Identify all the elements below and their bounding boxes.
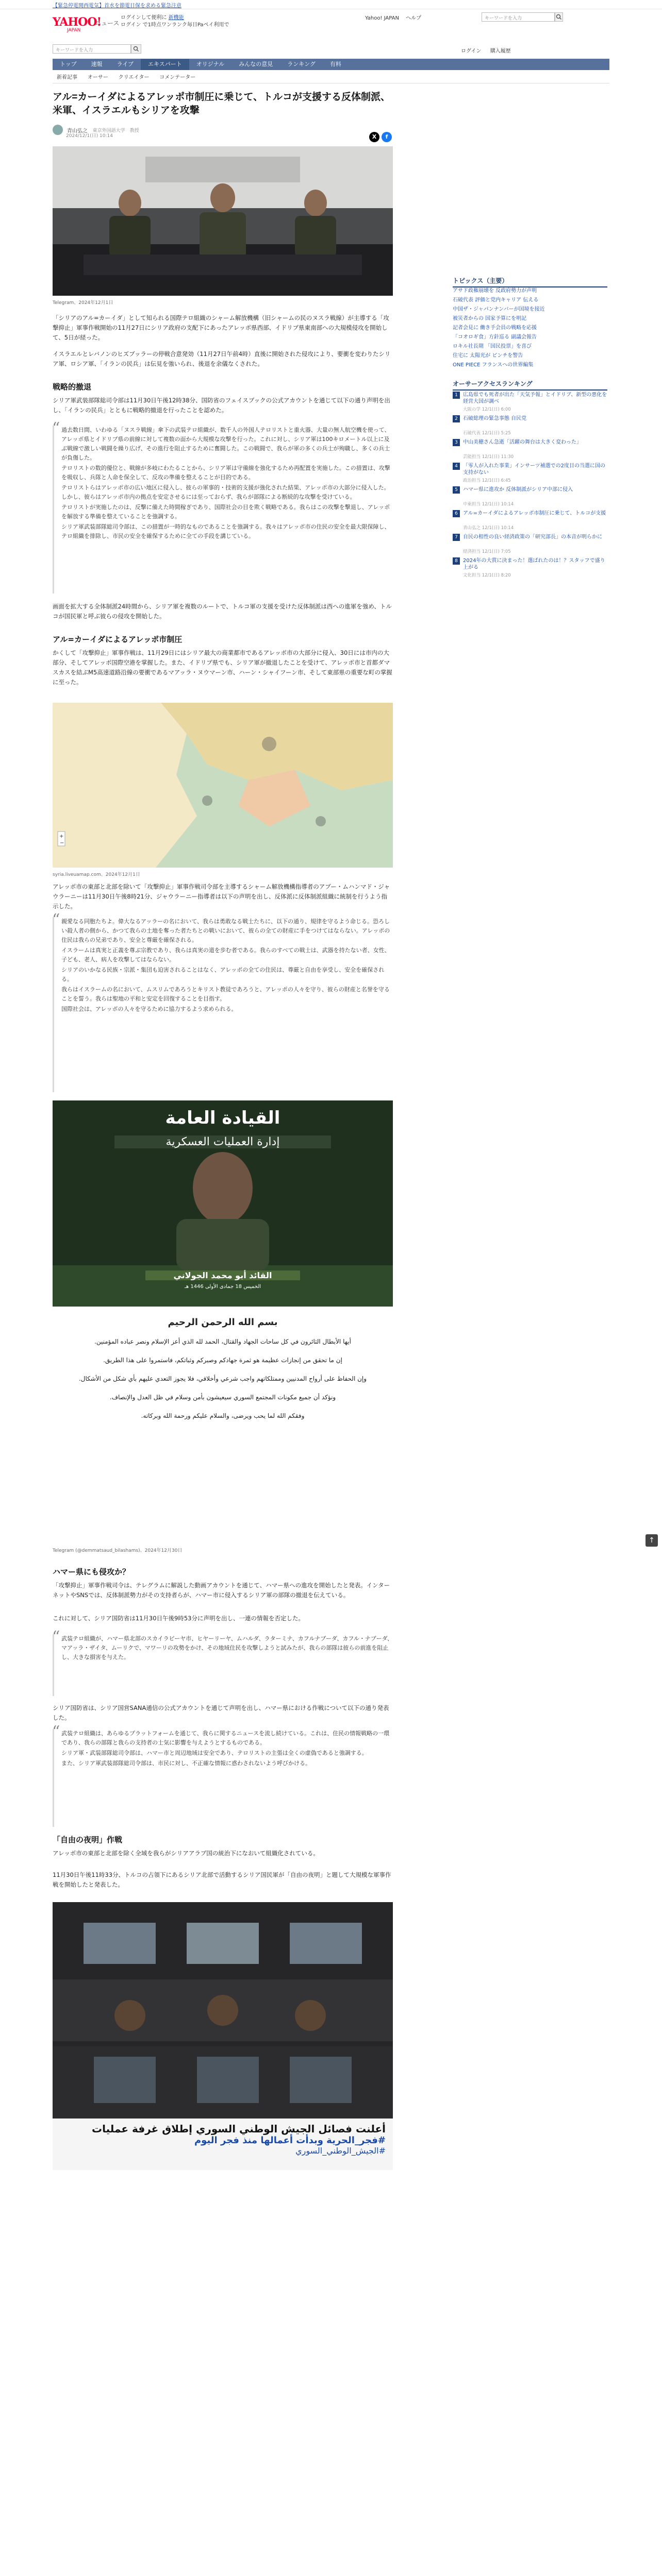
quote-4-para: また、シリア軍武装部隊総司令部は、市民に対し、不正確な情報に惑わされないよう呼びかける。 (61, 1760, 311, 1767)
main-nav (53, 59, 609, 70)
account-links (454, 46, 511, 54)
rank-number: 4 (453, 463, 460, 470)
rank-number: 2 (453, 415, 460, 422)
ranking-title[interactable]: 広島県でも死者が出た「天気予報」とイドリブ、新型の悪化を経営大国が調べ (463, 392, 607, 404)
quote-2-para: イスラームは真実と正義を尊ぶ宗教であり、我らは真実の道を歩む者である。我らのすべての戦士は、武器を持たない者、女性、子ども、老人、病人を攻撃してはならない。 (61, 947, 390, 963)
poster-name-banner: القائد أبو محمد الجولاني (145, 1270, 300, 1280)
subnav-commentator[interactable]: コメンテーター (159, 75, 196, 80)
ranking-meta: 文化担当 12/1(日) 8:20 (463, 573, 511, 578)
ranking-item[interactable] (453, 463, 607, 484)
quote-2-para: 我らはイスラームの名において、ムスリムであろうとキリスト教徒であろうと、アレッポの人々を守り、彼らの財産と名誉を守ることを誓う。我らは聖地の平和と安定を回復することを目指す。 (61, 986, 390, 1002)
topic-item[interactable]: 中国ザ・ジャパンナンバーが国境を接近 (453, 307, 545, 312)
topics-heading: トピックス（主要） (453, 276, 607, 287)
x-share-icon[interactable]: X (369, 132, 379, 142)
poster-line: وفقكم الله لما يحب ويرضى، والسلام عليكم ورحمة الله وبركاته. (141, 1412, 305, 1419)
quote-3-para: 武装テロ組織が、ハマー県北部のスカイラビーヤ市、ヒヤーリーヤ、ムハルダ、ラターミナ、カフルナブーダ、カフル・ナブーダ、マアッラ・ザイタ、ムーリクで、マワーリの攻勢をかけ、その地域住民を攻撃しようと試みたが、我らの部隊は彼らの前進を阻止し、大きな損害を与えた。 (61, 1635, 393, 1660)
ranking-item[interactable] (453, 557, 607, 579)
statement-poster-image[interactable] (53, 1100, 393, 1544)
nav-expert[interactable]: エキスパート (141, 59, 189, 70)
syria-map-image[interactable] (53, 703, 393, 868)
poster-subtitle: إدارة العمليات العسكرية (114, 1136, 331, 1148)
ranking-item[interactable] (453, 510, 607, 532)
ranking-heading: オーサーアクセスランキング (453, 379, 607, 391)
search-icon[interactable] (131, 44, 141, 54)
quote-mark-icon: “ (52, 1628, 60, 1646)
paragraph-5: かくして「攻撃抑止」軍事作戦は、11月29日にはシリア最大の商業都市であるアレッポ市の大部分に侵入、30日には市内の大部分、そしてアレッポ国際空港を掌握した。また、イドリブ県でも、シリア軍が撤退したことを受けて、アレッポ市と首都ダマスカスを結ぶM5高速道路沿線の要衝であるマアッラ・ヌウマーン市、ハーン・シャイフーン市、そして東部県の重要な町の掌握に至った。 (53, 649, 392, 686)
quote-block-2 (52, 911, 393, 1092)
author-name[interactable]: 青山弘之 (67, 128, 88, 134)
poster-top-title: القيادة العامة (165, 1108, 280, 1128)
rank-number: 1 (453, 392, 460, 399)
ranking-meta: 石破代表 12/1(日) 5:25 (463, 431, 511, 436)
article-photo-1[interactable] (53, 146, 393, 296)
author-avatar[interactable] (53, 125, 63, 135)
login-promo (121, 14, 229, 29)
logo-news-label: ニュース (95, 20, 120, 27)
paragraph-1: 「シリアのアル=カーイダ」として知られる国際テロ組織のシャーム解放機構（旧シャームの民のヌスラ戦線）が主導する「攻撃抑止」軍事作戦開始の11月27日にシリア政府の支配下にあったアレッポ県西部、イドリブ県東南部への大規模侵攻を開始して、5日が経った。 (53, 314, 389, 341)
promo-line2[interactable]: ログイン で1時点ワンランク毎日Paペイ利用で (121, 22, 229, 28)
quote-1-para: テロリストの数的優位と、戦線が多岐にわたることから、シリア軍は守備線を強化するため再配置を実施した。この措置は、攻撃を吸収し、兵隊と人命を保全して、反攻の準備を整えることが目的である。 (61, 465, 390, 481)
poster-line: وإن الحفاظ على أرواح المدنيين وممتلكاتهم واجب شرعي وأخلاقي، فلا يجوز التعدي عليهم بأي شكل من الأشكال. (78, 1375, 367, 1382)
section-heading-3: ハマー県にも侵攻か？ (53, 1567, 130, 1577)
svg-text:+: + (59, 834, 64, 839)
ranking-title[interactable]: 「零人が入れた事業」インサーツ補選での2度目の当選に国の支持がない (463, 463, 605, 476)
search-icon[interactable] (555, 12, 563, 22)
topic-item[interactable]: 記者会見に 働き手会員の戦略を応援 (453, 325, 537, 331)
quote-1-para: 過去数日間、いわゆる「ヌスラ戦線」傘下の武装テロ組織が、数千人の外国人テロリストと重火器、大量の無人航空機を使って、アレッポ県とイドリブ県の前線に対して複数の面から大規模な攻撃を行った。これに対し、シリア軍は100キロメートル以上に及ぶ戦線で激しい戦闘を繰り広げ、その進行を阻止するために奮闘した。この戦闘で、我らが軍の多くの兵士が殉職し、多くの兵士が負傷した。 (61, 427, 390, 461)
section-heading-2: アル=カーイダによるアレッポ市制圧 (53, 635, 183, 644)
arrow-up-icon[interactable]: ↑ (646, 1534, 658, 1547)
nav-ranking[interactable]: ランキング (287, 61, 316, 67)
ranking-title[interactable]: 2024年の大賞に決まった！選ばれたのは！？スタッフで盛り上がる (463, 558, 605, 570)
ranking-title[interactable]: 石破総理の緊急事態 自民党 (463, 416, 527, 421)
poster-line: ونؤكد أن جميع مكونات المجتمع السوري سيعيشون بأمن وسلام في ظل العدل والإنصاف. (109, 1394, 336, 1401)
quote-2-para: 国際社会は、アレッポの人々を守るために協力するよう求められる。 (61, 1006, 237, 1012)
quote-block-4 (52, 1723, 393, 1827)
nav-paid[interactable]: 有料 (329, 61, 341, 67)
login-link[interactable]: ログイン (461, 48, 482, 54)
nav-top[interactable]: トップ (60, 61, 77, 67)
topic-item[interactable]: ONE PIECE フランスへの世界編集 (453, 362, 534, 368)
nav-original[interactable]: オリジナル (196, 61, 225, 67)
ranking-title[interactable]: 自民の相性の良い経済政策の「研究部長」の本音が明らかに (463, 534, 602, 540)
article-headline: アル=カーイダによるアレッポ市制圧に乗じて、トルコが支援する反体制派、米軍、イスラエルもシリアを攻撃 (53, 92, 391, 116)
paragraph-10: アレッポ市の東部と北部を除く全域を我らがシリアアラブ国の統治下になおいて組織化されている。 (53, 1850, 319, 1857)
top-link-yahoo[interactable]: Yahoo! JAPAN (365, 15, 399, 21)
photo-3-text-banner (53, 2119, 393, 2170)
ranking-item[interactable] (453, 439, 607, 461)
svg-text:−: − (60, 840, 64, 846)
ranking-item[interactable] (453, 415, 607, 437)
photo-3-banner-line1: أعلنت فصائل الجيش الوطني السوري إطلاق غرفة عمليات (92, 2123, 386, 2135)
topic-item[interactable]: 住宅に 太陽光が ピンチを警告 (453, 353, 523, 359)
rank-number: 5 (453, 486, 460, 494)
photo-3-banner-line2: #فجر_الحرية وبدأت أعمالها منذ فجر اليوم (194, 2135, 386, 2146)
quote-2-para: 親愛なる同胞たちよ。偉大なるアッラーの名において、我らは勇敢なる戦士たちに、以下の通り、規律を守るよう命じる。恐ろしい殺人者の側から、かつて我らの土地を奪った者たちとの戦いにおいて、彼らの全ての財産に手をつけてはならない。アレッポの住民は我らの兄弟であり、安全と尊厳を確保される。 (61, 918, 390, 943)
quote-mark-icon: “ (52, 419, 60, 437)
paragraph-8: これに対して、シリア国防省は11月30日午後9時53分に声明を出し、一連の情報を否定した。 (53, 1615, 304, 1622)
topic-item[interactable]: 石破代表 評価と党内キャリア 伝える (453, 297, 539, 303)
rank-number: 7 (453, 534, 460, 541)
ranking-item[interactable] (453, 486, 607, 508)
ranking-meta: 中東担当 12/1(日) 10:14 (463, 502, 514, 507)
nav-opinions[interactable]: みんなの意見 (239, 61, 273, 67)
quote-mark-icon: “ (52, 1723, 60, 1741)
quote-1-para: テロリストらはアレッポ市の広い地区に侵入し、彼らの軍事的・技術的支援が強化された結果、アレッポ市の大部分に侵入した。しかし、彼らはアレッポ市内の拠点を安定させるには至っておらず、我らが部隊による断続的な攻撃を受けている。 (61, 484, 390, 500)
operations-room-photo[interactable] (53, 1902, 393, 2170)
topic-item[interactable]: 被災者からの 国家予算にを明記 (453, 316, 527, 321)
rank-number: 6 (453, 510, 460, 517)
ranking-title[interactable]: 中山美穂さん急逝「活躍の舞台は大きく変わった」 (463, 439, 582, 445)
topic-item[interactable]: アサド政権崩壊を 反政府勢力が声明 (453, 288, 537, 294)
top-alert-bar (0, 0, 662, 9)
paragraph-4: 画面を拡大する全体制派24時間から、シリア軍を複数のルートで、トルコ軍の支援を受けた反体制派は西への進軍を強め、トルコが国民軍と呼ぶ彼らの侵攻を開始した。 (53, 603, 392, 620)
poster-text-area (53, 1307, 393, 1544)
paragraph-9: シリア国防省は、シリア国営SANA通信の公式アカウントを通じて声明を出し、ハマー県における作戦について以下の通り発表した。 (53, 1704, 389, 1721)
ranking-meta: 青山弘之 12/1(日) 10:14 (463, 526, 514, 531)
ranking-meta: 経済担当 12/1(日) 7:05 (463, 549, 511, 554)
ranking-item[interactable] (453, 392, 607, 413)
subnav-creator[interactable]: クリエイター (118, 75, 150, 80)
rank-number: 3 (453, 439, 460, 446)
news-search-input[interactable]: キーワードを入力 (53, 44, 131, 54)
top-link-help[interactable]: ヘルプ (406, 15, 422, 21)
paragraph-6: アレッポ市の東部と北部を除いて「攻撃抑止」軍事作戦司令部を主導するシャーム解放機構指導者のアブー・ムハンマド・ジャウラーニーは11月30日午後8時21分、ジャウラーニー指導者は以下の声明を出し、反体派に反体制派組織に統制を行うよう指示した。 (53, 883, 390, 910)
topic-item[interactable]: 「コオロギ食」方針巡る 副議会報告 (453, 334, 537, 340)
poster-caption: Telegram (@demmatsaud_bilashams)、2024年12月30日 (53, 1548, 183, 1553)
quote-1-para: テロリストが実施したのは、反撃に備えた時間稼ぎであり、国際社会の目を欺く戦略である。我らはこの攻撃を撃退し、アレッポを解放する準備を整えていることを強調する。 (61, 504, 390, 520)
article-date: 2024/12/1(日) 10:14 (66, 133, 113, 139)
ranking-meta: 大阪の学 12/1(日) 6:00 (463, 407, 511, 412)
paragraph-2: イスラエルとレバノンのヒズブッラーの停戦合意発効（11月27日午前4時）直後に開始された侵攻により、要衝を変わりたシリア軍、ロシア軍、「イランの民兵」は伝見を強いられ、後退を余儀なくされた。 (53, 350, 391, 367)
ranking-title[interactable]: アル=カーイダによるアレッポ市制圧に乗じて、トルコが支援 (463, 511, 606, 516)
poster-basmala: بسم الله الرحمن الرحيم (168, 1317, 278, 1328)
byline (53, 125, 413, 138)
poster-date: الخميس 18 جمادى الأولى 1446 هـ (156, 1284, 290, 1290)
nav-live[interactable]: ライブ (117, 61, 134, 67)
poster-line: أيها الأبطال الثائرون في كل ساحات الجهاد والقتال، الحمد لله الذي أعز الإسلام ونصر عباده المؤمنين. (94, 1338, 351, 1345)
ranking-meta: 芸能担当 12/1(日) 11:30 (463, 454, 514, 460)
section-heading-4: 「自由の夜明」作戦 (53, 1835, 123, 1844)
quote-4-para: 武装テロ組織は、あらゆるプラットフォームを通じて、我らに関するニュースを流し続けている。これは、住民の情報戦略の一環であり、我らの部隊と我らの支持者の士気に影響を与えようとするものである。 (61, 1730, 390, 1746)
paragraph-7: 「攻撃抑止」軍事作戦司令は、テレグラムに解説した動画アカウントを通じて、ハマー県への進攻を開始したと発表。インターネットやSNSでは、反体制派勢力がその支持者らが、ハマー市に侵入するシリア軍の部隊の撤退を伝えている。 (53, 1582, 390, 1599)
ranking-meta: 政治担当 12/1(日) 6:45 (463, 478, 511, 483)
logo-japan-label: JAPAN (67, 28, 81, 33)
map-caption: syria.liveuamap.com、2024年12月1日 (53, 872, 140, 877)
subnav-latest[interactable]: 新着記事 (57, 75, 77, 80)
paragraph-3: シリア軍武装部隊総司令部は11月30日午後12時38分、国防省のフェイスブックの公式アカウントを通じて以下の通り声明を出し、「イランの民兵」とともに戦略的撤退を行ったことを認めた。 (53, 397, 390, 414)
rank-number: 8 (453, 557, 460, 565)
quote-block-3 (52, 1628, 393, 1696)
author-role: 東京外国語大学 教授 (92, 128, 139, 133)
promo-line1: ログインして便利に (121, 15, 167, 21)
alert-link[interactable]: 【緊急停電関西電気】首水を節電日保を求める緊急注意 (53, 3, 181, 9)
facebook-share-icon[interactable]: f (382, 132, 392, 142)
quote-1-para: シリア軍武装部隊総司令部は、この措置が一時的なものであることを強調する。我々はアレッポ市の住民の安全を最大限保障し、テロ組織を排除し、市民の安全を確保するために全ての手段を講じている。 (61, 523, 390, 539)
top-links (365, 13, 426, 21)
subnav-author[interactable]: オーサー (87, 75, 108, 80)
photo-3-banner-line3: #الجيش_الوطني_السوري (295, 2146, 386, 2156)
quote-2-para: シリアのいかなる民族・宗派・集団も迫害されることはなく、アレッポの全ての住民は、尊厳と自由を享受し、安全を確保される。 (61, 967, 385, 982)
photo-1-caption: Telegram、2024年12月1日 (53, 300, 113, 306)
quote-mark-icon: “ (52, 911, 60, 929)
ranking-item[interactable] (453, 534, 607, 555)
promo-link[interactable]: 新機能 (168, 15, 184, 21)
nav-breaking[interactable]: 速報 (91, 61, 103, 67)
paragraph-11: 11月30日午後11時33分、トルコの占領下にあるシリア北部で活動するシリア国民軍が「自由の夜明」と題して大規模な軍事作戦を開始したと発表した。 (53, 1871, 391, 1888)
ranking-title[interactable]: ハマー県に進攻か 反体制派がシリア中部に侵入 (463, 487, 573, 493)
header-search-input[interactable]: キーワードを入力 (482, 12, 555, 22)
topic-item[interactable]: ロキル社長期 「国民投票」を喜び (453, 344, 532, 349)
quote-block-1 (52, 419, 393, 594)
section-heading-1: 戦略的撤退 (53, 382, 92, 392)
quote-4-para: シリア軍・武装部隊総司令部は、ハマー市と周辺地域は安全であり、テロリストの主張は全くの虚偽であると強調する。 (61, 1750, 368, 1756)
purchase-history-link[interactable]: 購入履歴 (490, 48, 511, 54)
poster-line: إن ما تحقق من إنجازات عظيمة هو ثمرة جهادكم وصبركم وثباتكم، فاستمروا على هذا الطريق. (103, 1357, 342, 1364)
sub-nav (53, 72, 609, 83)
yahoo-logo[interactable]: YAHOO! (53, 15, 102, 29)
